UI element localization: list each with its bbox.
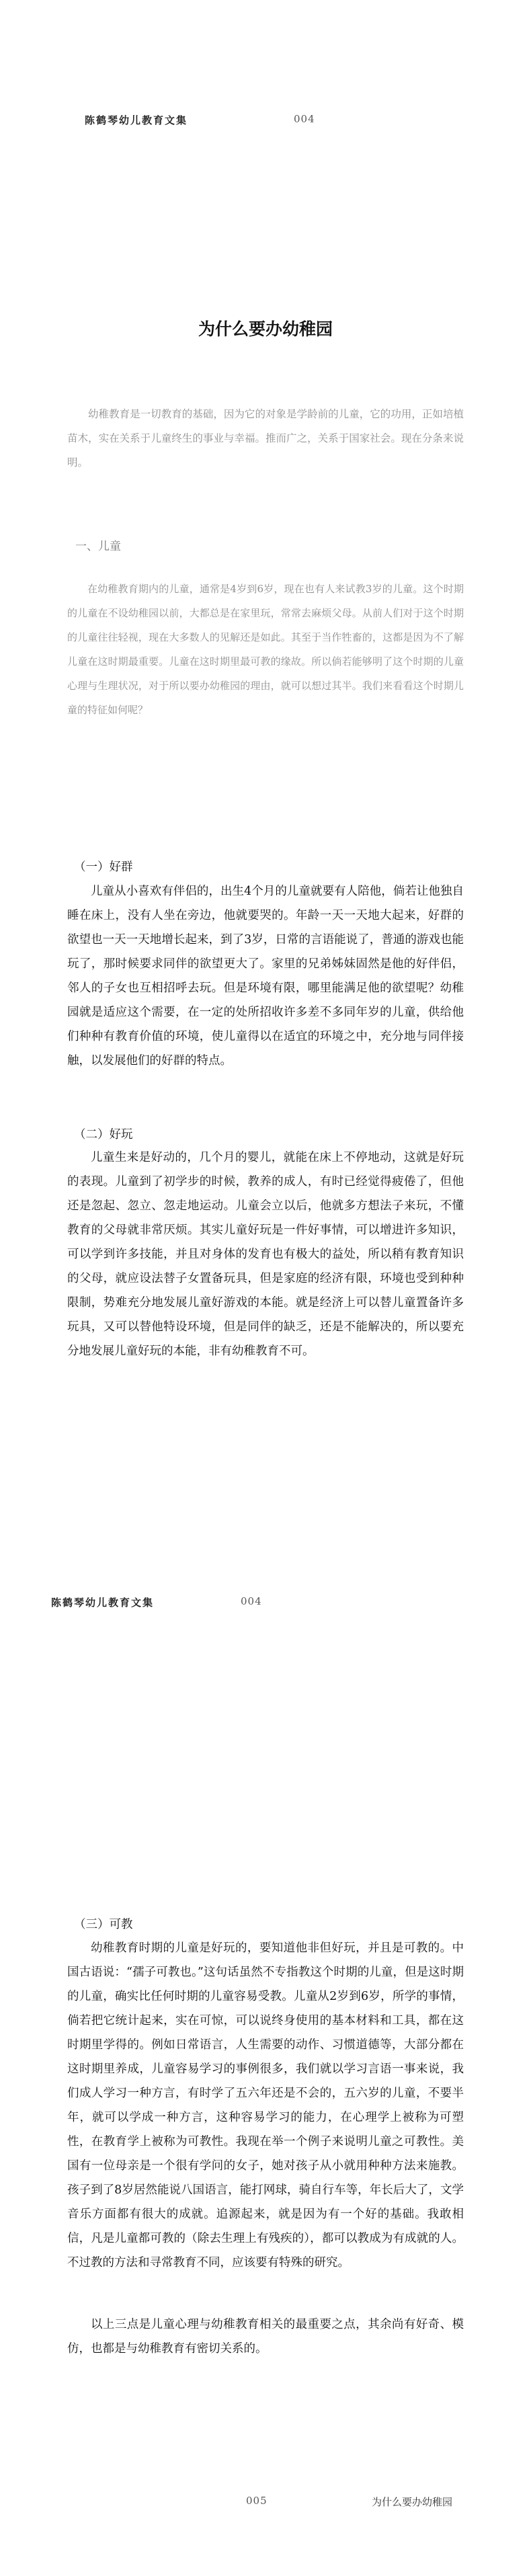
section-children-text: 在幼稚教育期内的儿童，通常是4岁到6岁，现在也有人来试教3岁的儿童。这个时期的儿童在不设幼稚园以前，大都总是在家里玩，常常去麻烦父母。从前人们对于这个时期的儿童往往轻视，现在大多数人的见解还是如此。其至于当作牲畜的，这都是因为不了解儿童在这时期最重要。儿童在这时期里最可教的缘故。所以倘若能够明了这个时期的儿童心理与生理状况，对于所以要办幼稚园的理由，就可以想过其半。我们来看看这个时期儿童的特征如何呢？ [67, 583, 464, 716]
subsection-teachable-paragraph [67, 1936, 464, 2275]
running-header-series: 陈鹤琴幼儿教育文集 [85, 114, 188, 126]
running-header-series-2: 陈鹤琴幼儿教育文集 [51, 1597, 155, 1609]
running-footer-page-number: 005 [246, 2495, 268, 2507]
running-header-page-number: 004 [294, 113, 315, 125]
subsection-playful-paragraph [67, 1145, 464, 1363]
subsection-heading-playful: （二）好玩 [74, 1128, 133, 1141]
subsection-heading-teachable: （三）可教 [74, 1918, 133, 1931]
section-heading-children: 一、儿童 [75, 540, 121, 553]
intro-text: 幼稚教育是一切教育的基础，因为它的对象是学龄前的儿童，它的功用，正如培植苗木，实在关系于儿童终生的事业与幸福。推而广之，关系于国家社会。现在分条来说明。 [67, 408, 464, 469]
closing-text: 以上三点是儿童心理与幼稚教育相关的最重要之点，其余尚有好奇、模仿，也都是与幼稚教育有密切关系的。 [67, 2318, 464, 2356]
running-header-page-number-2: 004 [241, 1595, 262, 1607]
running-footer-title: 为什么要办幼稚园 [372, 2496, 453, 2508]
section-children-paragraph [67, 577, 464, 722]
closing-paragraph [67, 2312, 464, 2361]
subsection-gregarious-paragraph [67, 879, 464, 1073]
subsection-gregarious-text: 儿童从小喜欢有伴侣的，出生4个月的儿童就要有人陪他，倘若让他独自睡在床上，没有人坐在旁边，他就要哭的。年龄一天一天地大起来，好群的欲望也一天一天地增长起来，到了3岁，日常的言语能说了，普通的游戏也能玩了，那时候要求同伴的欲望更大了。家里的兄弟姊妹固然是他的好伴侣，邻人的子女也互相招呼去玩。但是环境有限，哪里能满足他的欲望呢？幼稚园就是适应这个需要，在一定的处所招收许多差不多同年岁的儿童，供给他们种种有教育价值的环境，使儿童得以在适宜的环境之中，充分地与同伴接触，以发展他们的好群的特点。 [67, 885, 464, 1068]
subsection-heading-gregarious: （一）好群 [74, 860, 133, 874]
subsection-teachable-text: 幼稚教育时期的儿童是好玩的，要知道他非但好玩，并且是可教的。中国古语说：“孺子可教也。”这句话虽然不专指教这个时期的儿童，但是这时期的儿童，确实比任何时期的儿童容易受教。儿童从2岁到6岁，所学的事情，倘若把它统计起来，实在可惊，可以说终身使用的基本材料和工具，都在这时期里学得的。例如日常语言，人生需要的动作、习惯道德等，大部分都在这时期里养成，儿童容易学习的事例很多，我们就以学习言语一事来说，我们成人学习一种方言，有时学了五六年还是不会的，五六岁的儿童，不要半年，就可以学成一种方言，这种容易学习的能力，在心理学上被称为可塑性，在教育学上被称为可教性。我现在举一个例子来说明儿童之可教性。美国有一位母亲是一个很有学问的女子，她对孩子从小就用种种方法来施教。孩子到了8岁居然能说八国语言，能打网球，骑自行车等，年长后大了，文学音乐方面都有很大的成就。追源起来，就是因为有一个好的基础。我敢相信，凡是儿童都可教的（除去生理上有残疾的），都可以教成为有成就的人。不过教的方法和寻常教育不同，应该要有特殊的研究。 [67, 1941, 464, 2269]
article-title: 为什么要办幼稚园 [198, 319, 333, 339]
intro-paragraph [67, 402, 464, 475]
subsection-playful-text: 儿童生来是好动的，几个月的婴儿，就能在床上不停地动，这就是好玩的表现。儿童到了初学步的时候，教养的成人，有时已经觉得疲倦了，但他还是忽起、忽立、忽走地运动。儿童会立以后，他就多方想法子来玩，不懂教育的父母就非常厌烦。其实儿童好玩是一件好事情，可以增进许多知识，可以学到许多技能，并且对身体的发育也有极大的益处，所以稍有教育知识的父母，就应设法替子女置备玩具，但是家庭的经济有限，环境也受到种种限制，势难充分地发展儿童好游戏的本能。就是经济上可以替儿童置备许多玩具，又可以替他特设环境，但是同伴的缺乏，还是不能解决的，所以要充分地发展儿童好玩的本能，非有幼稚教育不可。 [67, 1151, 464, 1358]
